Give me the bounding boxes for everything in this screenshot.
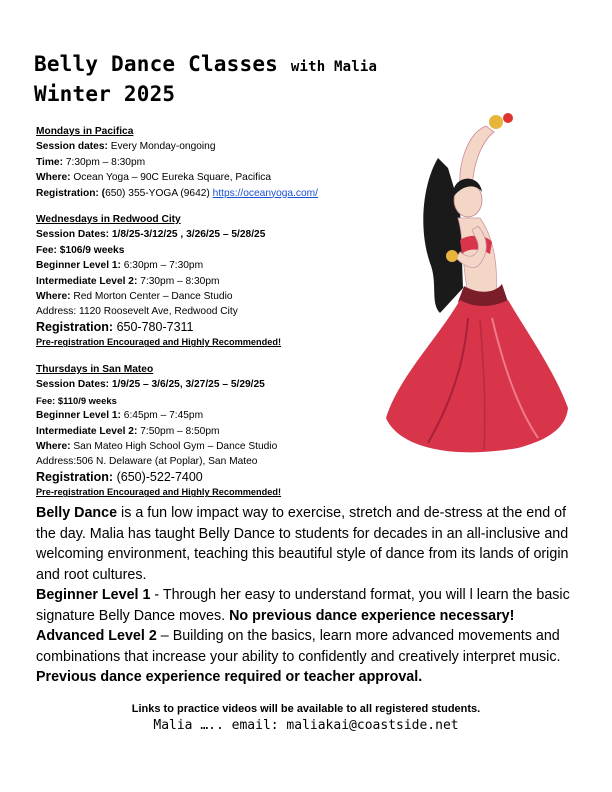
sanmateo-address: Address:506 N. Delaware (at Poplar), San Mateo xyxy=(36,456,258,468)
pacifica-section xyxy=(36,124,366,201)
sanmateo-fee: Fee: $110/9 weeks xyxy=(36,394,117,406)
bracelet xyxy=(503,113,513,123)
redwood-beginner: Beginner Level 1: 6:30pm – 7:30pm xyxy=(36,260,204,272)
practice-videos-note: Links to practice videos will be available to all registered students. xyxy=(131,703,481,715)
sanmateo-beginner: Beginner Level 1: 6:45pm – 7:45pm xyxy=(36,410,204,422)
pacifica-time: Time: 7:30pm – 8:30pm xyxy=(36,156,146,168)
ocean-yoga-link[interactable]: https://oceanyoga.com/ xyxy=(212,187,319,199)
pacifica-registration: Registration: (650) 355-YOGA (9642) https://oceanyoga.com/ xyxy=(36,187,319,199)
sanmateo-note: Pre-registration Encouraged and Highly Recommended! xyxy=(36,487,282,498)
class-description xyxy=(36,503,584,688)
sanmateo-registration: Registration: (650)-522-7400 xyxy=(36,469,203,484)
redwood-where: Where: Red Morton Center – Dance Studio xyxy=(36,291,233,303)
finger-cymbal xyxy=(489,115,503,129)
sanmateo-heading: Thursdays in San Mateo xyxy=(36,364,154,375)
sanmateo-intermediate: Intermediate Level 2: 7:50pm – 8:50pm xyxy=(36,425,220,437)
redwood-note: Pre-registration Encouraged and Highly Recommended! xyxy=(36,337,282,348)
pacifica-where: Where: Ocean Yoga – 90C Eureka Square, Pacifica xyxy=(36,172,272,184)
description-intro: Belly Dance is a fun low impact way to exercise, stretch and de-stress at the end of the day. Malia has taught Belly Dance to students for decades in an all-inclusive and welcoming environment, teaching this beautiful style of dance from its lands of origin and root cultures. xyxy=(36,505,569,583)
pacifica-heading: Mondays in Pacifica xyxy=(36,126,134,137)
contact-email: Malia ….. email: maliakai@coastside.net xyxy=(153,718,459,733)
season-title: Winter 2025 xyxy=(34,82,176,106)
redwood-fee: Fee: $106/9 weeks xyxy=(36,244,125,256)
red-skirt xyxy=(386,300,568,452)
redwood-heading: Wednesdays in Redwood City xyxy=(36,214,181,225)
redwood-session: Session Dates: 1/8/25-3/12/25 , 3/26/25 – 5/28/25 xyxy=(36,229,266,241)
redwood-section xyxy=(36,212,366,351)
sanmateo-session: Session Dates: 1/9/25 – 3/6/25, 3/27/25 – 5/29/25 xyxy=(36,379,265,391)
page-title xyxy=(34,52,377,76)
title-with-text: with Malia xyxy=(290,59,378,75)
description-beginner: Beginner Level 1 - Through her easy to understand format, you will l learn the basic signature Belly Dance moves. No previous dance experience necessary! xyxy=(36,587,570,624)
redwood-address: Address: 1120 Roosevelt Ave, Redwood City xyxy=(36,306,238,318)
redwood-intermediate: Intermediate Level 2: 7:30pm – 8:30pm xyxy=(36,275,220,287)
belly-dancer-illustration xyxy=(368,88,578,486)
hair-shape xyxy=(423,158,463,313)
description-advanced: Advanced Level 2 – Building on the basics, learn more advanced movements and combinations that increase your ability to confidently and creatively interpret music. Previous dance experience required or teacher approval. xyxy=(36,628,561,685)
title-text: Belly Dance Classes xyxy=(34,52,279,76)
pacifica-session: Session dates: Every Monday-ongoing xyxy=(36,141,216,153)
redwood-registration: Registration: 650-780-7311 xyxy=(36,319,194,334)
sanmateo-section xyxy=(36,362,366,501)
sanmateo-where: Where: San Mateo High School Gym – Dance Studio xyxy=(36,441,278,453)
